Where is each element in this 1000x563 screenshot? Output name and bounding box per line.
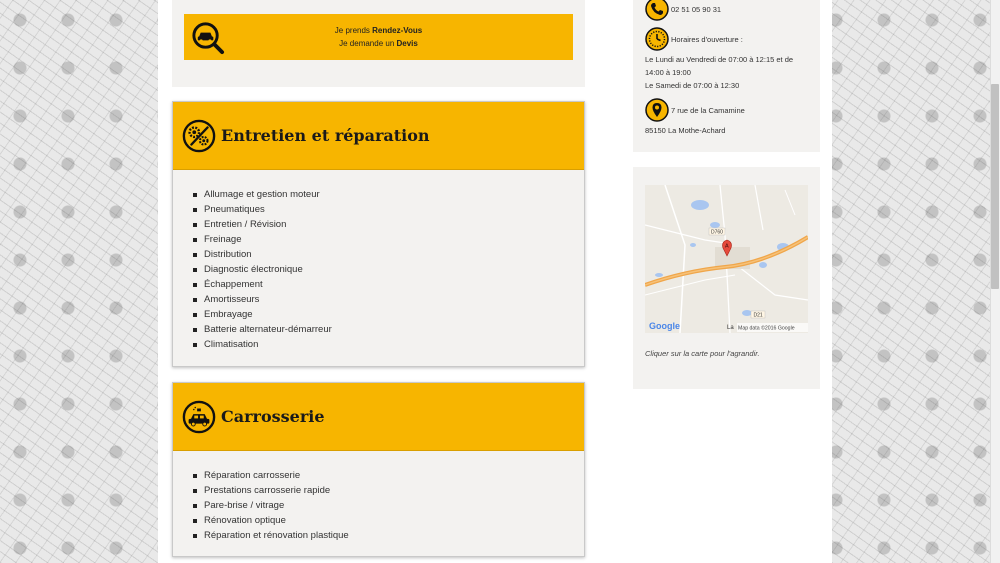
street-address: 7 rue de la Camamine [671,105,745,115]
list-item: Diagnostic électronique [193,262,584,277]
scrollbar[interactable] [990,0,1000,563]
cta-text: Je prends Rendez-Vous Je demande un Devis [334,26,423,48]
hours-row [645,27,743,51]
appointment-link[interactable]: Rendez-Vous [372,26,423,35]
service-list [173,451,584,543]
page-content [158,0,832,563]
card-title: Entretien et réparation [221,126,430,145]
list-item: Entretien / Révision [193,217,584,232]
list-item: Freinage [193,232,584,247]
address-row [645,98,745,122]
map-panel [633,167,820,389]
list-item: Amortisseurs [193,292,584,307]
appointment-quote-button[interactable] [184,14,573,60]
service-card-maintenance [172,101,585,367]
map-attribution: Map data ©2016 Google [738,325,795,332]
contact-panel [633,0,820,152]
scrollbar-thumb[interactable] [991,84,999,289]
list-item: Prestations carrosserie rapide [193,483,584,498]
list-item: Embrayage [193,307,584,322]
list-item: Climatisation [193,337,584,352]
gears-wrench-icon [182,119,216,153]
city-address: 85150 La Mothe-Achard [645,126,726,135]
phone-row [645,0,721,21]
google-logo: Google [649,321,680,331]
list-item: Échappement [193,277,584,292]
list-item: Pare-brise / vitrage [193,498,584,513]
card-title: Carrosserie [221,407,325,426]
service-list [173,170,584,352]
map-road-label: D760 [711,229,723,236]
cta-panel [172,0,585,87]
list-item: Distribution [193,247,584,262]
phone-icon [645,0,669,21]
location-map[interactable] [645,185,808,333]
service-card-bodywork [172,382,585,557]
hours-text: Le Lundi au Vendredi de 07:00 à 12:15 et de 14:00 à 19:00 Le Samedi de 07:00 à 12:30 [645,55,794,90]
list-item: Batterie alternateur-démarreur [193,322,584,337]
hours-label: Horaires d'ouverture : [671,34,743,44]
card-header [173,102,584,170]
list-item: Rénovation optique [193,513,584,528]
phone-link[interactable]: 02 51 05 90 31 [671,4,722,14]
quote-link[interactable]: Devis [396,39,418,48]
list-item: Réparation et rénovation plastique [193,528,584,543]
clock-icon [645,27,669,51]
car-search-icon [190,20,225,55]
map-pin-icon [645,98,669,122]
card-header [173,383,584,451]
car-spray-icon [182,400,216,434]
list-item: Pneumatiques [193,202,584,217]
map-caption: Cliquer sur la carte pour l'agrandir. [645,349,760,358]
map-road-label: D21 [753,312,763,319]
list-item: Réparation carrosserie [193,468,584,483]
map-marker-label: A [725,243,729,250]
list-item: Allumage et gestion moteur [193,187,584,202]
map-label-fragment: La [727,325,734,331]
